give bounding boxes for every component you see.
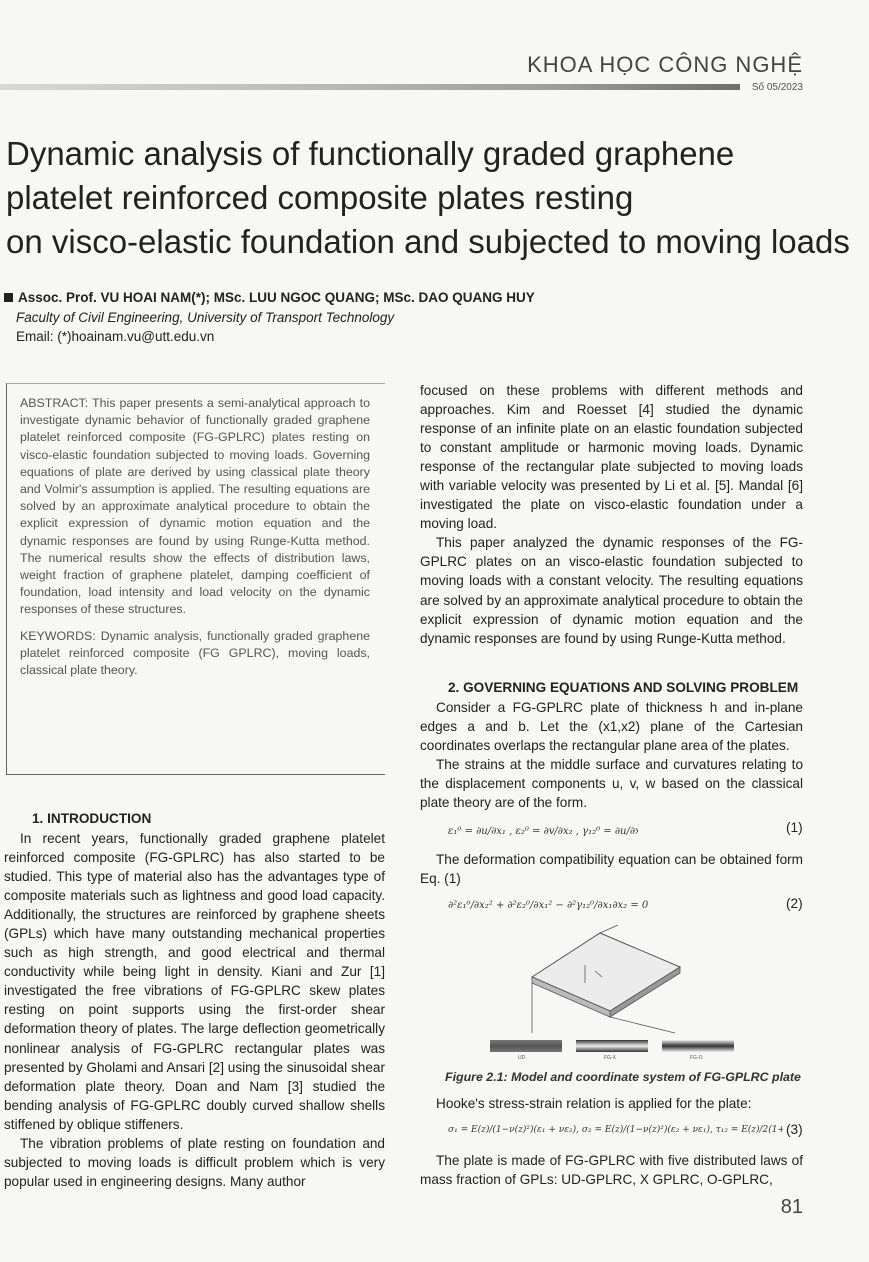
abstract-text: This paper presents a semi-analytical approach to investigate dynamic behavior of functionally graded graphene platelet reinforced composite (FG-GPLRC) plates resting on visco-elastic foundation subjected to moving loads. Governing equations of plate are derived by using classical plate theory and Volmir's assumption is applied. The resulting equations are solved by an approximate analytical procedure to obtain the explicit expression of dynamic motion equation and the dynamic responses are found by using Runge-Kutta method. The numerical results show the effects of distribution laws, weight fraction of graphene platelet, damping coefficient of foundation, load intensity and load velocity on the dynamic responses of these structures. [20,396,370,617]
paragraph: Hooke's stress-strain relation is applied for the plate: [436,1096,752,1111]
strip-label: FG-O [690,1055,703,1061]
equation-2-graphic [448,890,648,924]
paragraph: The deformation compatibility equation can be obtained form Eq. (1) [420,852,803,887]
strip-fgo [662,1040,734,1052]
paragraph: The vibration problems of plate resting on foundation and subjected to moving loads is difficult problem which is very popular used in engineering designs. Many author [4,1135,385,1189]
paragraph: Consider a FG-GPLRC plate of thickness h and in-plane edges a and b. Let the (x1,x2) plane of the Cartesian coordinates overlaps the rectangular plane area of the plates. [420,700,803,754]
bullet-icon [4,293,13,302]
equation-3-number: (3) [786,1122,803,1137]
paragraph: The plate is made of FG-GPLRC with five distributed laws of mass fraction of GPLs: UD-GPLRC, X GPLRC, O-GPLRC, [420,1153,803,1188]
issue-number: Số 05/2023 [751,82,803,93]
equation-1-graphic [448,818,638,848]
plate-material-text [420,1151,803,1189]
equation-2 [448,890,648,927]
header-rule [0,84,740,90]
title-line: Dynamic analysis of functionally graded graphene [6,135,735,172]
authors-text: Assoc. Prof. VU HOAI NAM(*); MSc. LUU NGOC QUANG; MSc. DAO QUANG HUY [18,290,535,305]
svg-text:ε₁⁰ = ∂u/∂x₁ , ε₂⁰ = ∂v/∂x₂ ,: ε₁⁰ = ∂u/∂x₁ , ε₂⁰ = ∂v/∂x₂ , γ₁₂⁰ = ∂u/∂ [448,826,636,837]
paper-title [6,132,856,264]
paragraph: focused on these problems with different methods and approaches. Kim and Roesset [4] studied the dynamic response of an infinite plate on an elastic foundation subjected to constant amplitude or harmonic moving loads. Dynamic response of the rectangular plate subjected to moving loads with variable velocity was presented by Li et al. [5]. Mandal [6] investigated the plate on visco-elastic foundation under a moving load. [420,383,803,532]
paragraph: In recent years, functionally graded graphene platelet reinforced composite (FG-GPLRC) has also started to be studied. This type of material also has the advantages type of composite materials such as lightness and good load capacity. Additionally, the structures are reinforced by graphene sheets (GPLs) which have many outstanding mechanical properties such as high strength, and good electrical and thermal conductivity while being light in density. Kiani and Zur [1] investigated the free vibrations of FG-GPLRC skew plates resting on point supports using the first-order shear deformation theory of plates. The large deflection geometrically nonlinear analysis of FG-GPLRC rectangular plates was presented by Gholami and Ansari [2] using the sinusoidal shear deformation plate theory. Doan and Nam [3] studied the bending analysis of FG-GPLRC doubly curved shallow shells stiffened by oblique stiffeners. [4,831,385,1132]
email: Email: (*)hoainam.vu@utt.edu.vn [16,329,215,344]
abstract-label: ABSTRACT: [20,396,89,410]
plate-figure-graphic [500,925,720,1045]
equation-2-number: (2) [786,896,803,911]
governing-body [420,698,803,812]
paragraph: This paper analyzed the dynamic responses of the FG-GPLRC plates on an visco-elastic foundation subjected to moving loads with a constant velocity. The resulting equations are solved by an approximate analytical procedure to obtain the explicit expression of dynamic motion equation and the dynamic responses are found by using Runge-Kutta method. [420,535,803,646]
abstract [20,395,370,688]
right-column-top [420,381,803,648]
strip-label: FG-X [604,1055,616,1061]
equation-3 [448,1114,783,1149]
paragraph: The strains at the middle surface and curvatures relating to the displacement components u, v, w based on the classical plate theory are of the form. [420,757,803,811]
section-heading-introduction: 1. INTRODUCTION [32,811,152,826]
introduction-body [4,829,385,1191]
title-line: platelet reinforced composite plates resting [6,179,634,216]
strip-label: UD [518,1055,526,1061]
svg-text:σ₁ = E(z)/(1−ν(z)²)(ε₁ + νε₂),: σ₁ = E(z)/(1−ν(z)²)(ε₁ + νε₂), σ₂ = E(z)/(1−ν(z)²)(ε₂ + νε₁), τ₁₂ = E(z)/2(1 [448,1125,778,1135]
keywords-text: Dynamic analysis, functionally graded graphene platelet reinforced composite (FG GPLRC), moving loads, classical plate theory. [20,628,370,678]
strip-ud [490,1040,562,1052]
title-line: on visco-elastic foundation and subjected to moving loads [6,223,850,260]
compat-text [420,850,803,888]
journal-name: KHOA HỌC CÔNG NGHỆ [527,52,803,77]
figure-caption: Figure 2.1: Model and coordinate system of FG-GPLRC plate [445,1070,801,1084]
section-heading-governing: 2. GOVERNING EQUATIONS AND SOLVING PROBLEM [448,680,799,695]
page-number: 81 [780,1196,803,1218]
author-list [4,290,535,305]
svg-text:∂²ε₁⁰/∂x₂² + ∂²ε₂⁰/∂x₁² − ∂²γ₁: ∂²ε₁⁰/∂x₂² + ∂²ε₂⁰/∂x₁² − ∂²γ₁₂⁰/∂x₁∂x₂ = 0. [448,900,648,911]
keywords-label: KEYWORDS: [20,628,96,643]
strip-fgx [576,1040,648,1052]
affiliation: Faculty of Civil Engineering, University of Transport Technology [16,310,395,325]
plate-figure [500,925,720,1050]
equation-1 [448,818,638,851]
equation-1-number: (1) [786,820,803,835]
equation-3-graphic [448,1114,783,1146]
hooke-text [420,1094,803,1113]
